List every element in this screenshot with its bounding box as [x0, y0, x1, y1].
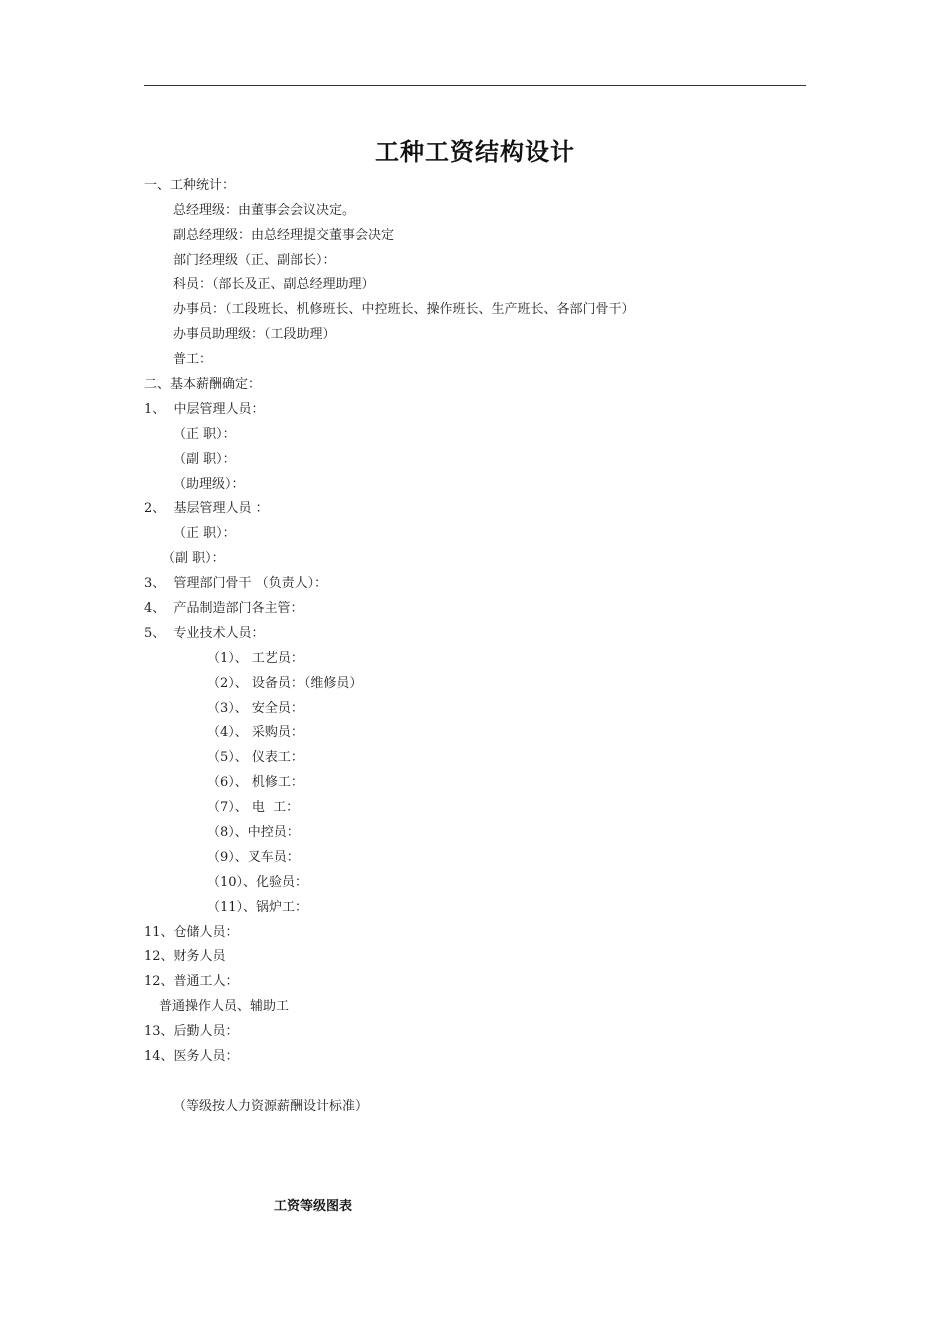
- list-item: 部门经理级（正、副部长）：: [173, 253, 336, 268]
- list-item: （助理级）：: [173, 477, 245, 492]
- list-item: （8）、中控员：: [207, 825, 300, 840]
- list-item: 13、后勤人员：: [144, 1024, 239, 1039]
- list-item: （11）、锅炉工：: [207, 900, 309, 915]
- header-rule: [144, 85, 806, 86]
- list-item: 普工：: [173, 352, 213, 367]
- list-item: （4）、 采购员：: [207, 725, 304, 740]
- grading-note: （等级按人力资源薪酬设计标准）: [173, 1099, 369, 1114]
- list-item: （1）、 工艺员：: [207, 651, 304, 666]
- list-item: （9）、叉车员：: [207, 850, 300, 865]
- list-item: （7）、 电 工：: [207, 800, 300, 815]
- section-heading-base-pay: 二、基本薪酬确定：: [144, 377, 262, 392]
- list-item: 2、 基层管理人员 ：: [144, 501, 269, 516]
- list-item: 12、财务人员: [144, 949, 226, 964]
- list-item: （2）、 设备员：（维修员）: [207, 676, 363, 691]
- list-item: 1、 中层管理人员：: [144, 402, 265, 417]
- list-item: 普通操作人员、辅助工: [159, 999, 290, 1014]
- list-item: （正 职）：: [173, 526, 236, 541]
- list-item: （正 职）：: [173, 427, 236, 442]
- list-item: （10）、化验员：: [207, 875, 309, 890]
- list-item: 5、 专业技术人员：: [144, 626, 265, 641]
- section-heading-job-types: 一、工种统计：: [144, 178, 236, 193]
- page-title: 工种工资结构设计: [375, 138, 575, 166]
- list-item: 4、 产品制造部门各主管：: [144, 601, 304, 616]
- list-item: 办事员助理级：（工段助理）: [173, 327, 336, 342]
- chart-caption: 工资等级图表: [274, 1199, 353, 1214]
- list-item: 12、普通工人：: [144, 974, 239, 989]
- list-item: 科员：（部长及正、副总经理助理）: [173, 277, 375, 292]
- list-item: （6）、 机修工：: [207, 775, 304, 790]
- list-item: 11、仓储人员：: [144, 925, 239, 940]
- list-item: （副 职）：: [173, 452, 236, 467]
- list-item: 3、 管理部门骨干 （负责人）：: [144, 576, 328, 591]
- list-item: （副 职）：: [162, 551, 225, 566]
- list-item: （3）、 安全员：: [207, 701, 304, 716]
- list-item: （5）、 仪表工：: [207, 750, 304, 765]
- list-item: 14、医务人员：: [144, 1049, 239, 1064]
- list-item: 总经理级：由董事会会议决定。: [173, 203, 356, 218]
- list-item: 副总经理级：由总经理提交董事会决定: [173, 228, 395, 243]
- list-item: 办事员：（工段班长、机修班长、中控班长、操作班长、生产班长、各部门骨干）: [173, 302, 635, 317]
